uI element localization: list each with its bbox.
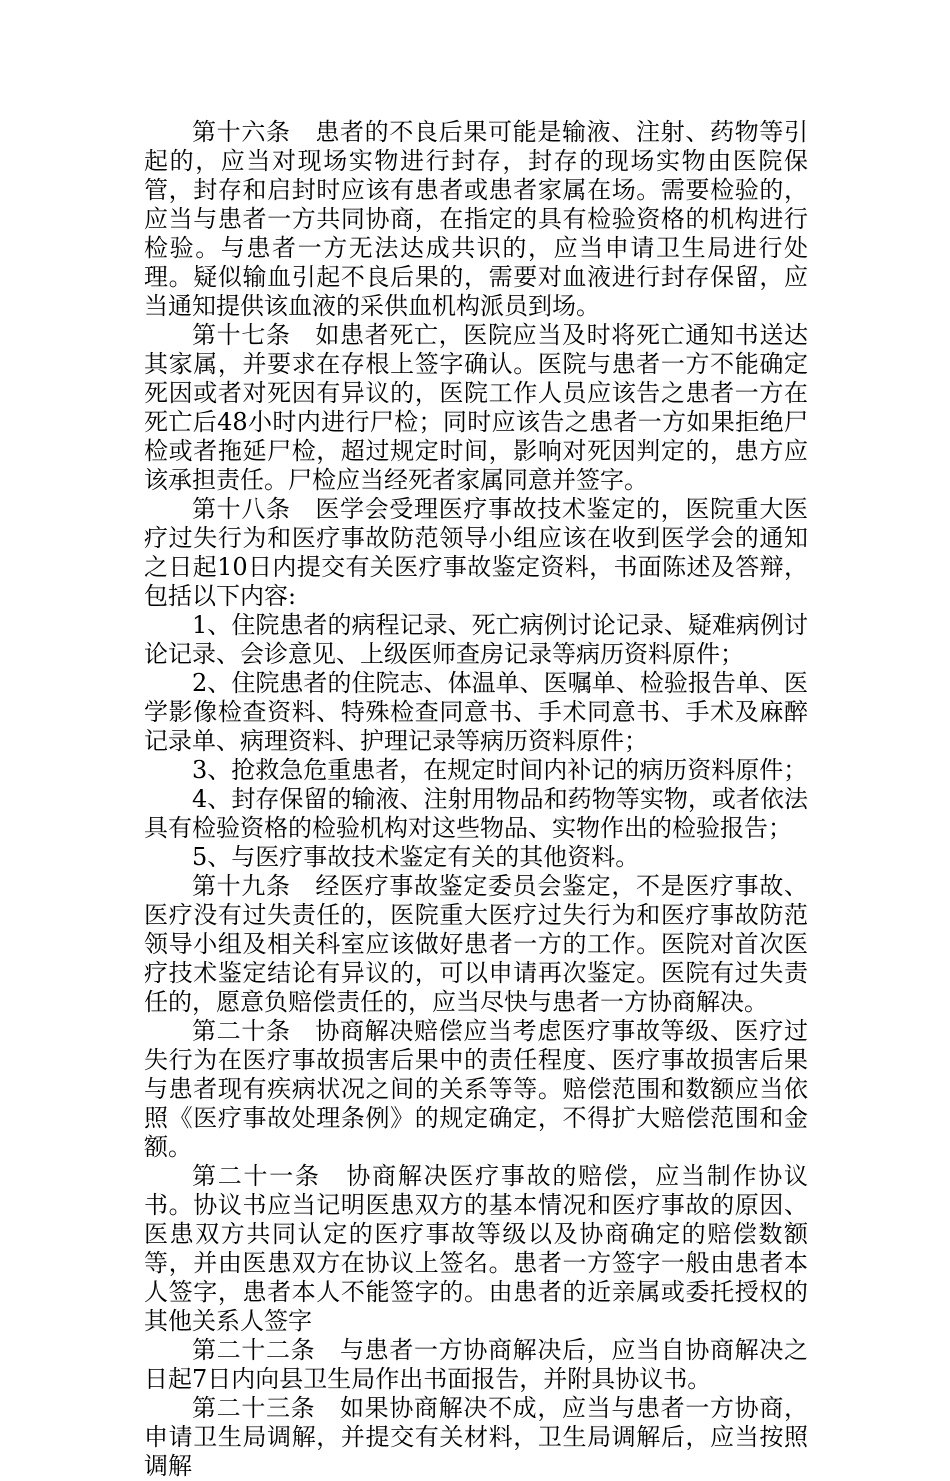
- list-item-3: 3、抢救急危重患者，在规定时间内补记的病历资料原件；: [192, 756, 808, 784]
- list-item-2: 2、住院患者的住院志、体温单、医嘱单、检验报告单、医学影像检查资料、特殊检查同意书、手术同意书、手术及麻醉记录单、病理资料、护理记录等病历资料原件；: [144, 669, 808, 755]
- article-16-paragraph: 第十六条 患者的不良后果可能是输液、注射、药物等引起的，应当对现场实物进行封存，封存的现场实物由医院保管，封存和启封时应该有患者或患者家属在场。需要检验的，应当与患者一方共同协商，在指定的具有检验资格的机构进行检验。与患者一方无法达成共识的，应当申请卫生局进行处理。疑似输血引起不良后果的，需要对血液进行封存保留，应当通知提供该血液的采供血机构派员到场。: [144, 118, 808, 320]
- article-20-paragraph: 第二十条 协商解决赔偿应当考虑医疗事故等级、医疗过失行为在医疗事故损害后果中的责任程度、医疗事故损害后果与患者现有疾病状况之间的关系等等。赔偿范围和数额应当依照《医疗事故处理条例》的规定确定，不得扩大赔偿范围和金额。: [144, 1017, 808, 1161]
- list-item-1: 1、住院患者的病程记录、死亡病例讨论记录、疑难病例讨论记录、会诊意见、上级医师查房记录等病历资料原件；: [144, 611, 808, 668]
- list-item-5: 5、与医疗事故技术鉴定有关的其他资料。: [192, 843, 640, 871]
- article-22-paragraph: 第二十二条 与患者一方协商解决后，应当自协商解决之日起7日内向县卫生局作出书面报告，并附具协议书。: [144, 1336, 808, 1393]
- article-19-paragraph: 第十九条 经医疗事故鉴定委员会鉴定，不是医疗事故、医疗没有过失责任的，医院重大医疗过失行为和医疗事故防范领导小组及相关科室应该做好患者一方的工作。医院对首次医疗技术鉴定结论有异议的，可以申请再次鉴定。医院有过失责任的，愿意负赔偿责任的，应当尽快与患者一方协商解决。: [144, 872, 808, 1016]
- document-page: [144, 118, 808, 1481]
- article-17-paragraph: 第十七条 如患者死亡，医院应当及时将死亡通知书送达其家属，并要求在存根上签字确认。医院与患者一方不能确定死因或者对死因有异议的，医院工作人员应该告之患者一方在死亡后48小时内进行尸检；同时应该告之患者一方如果拒绝尸检或者拖延尸检，超过规定时间，影响对死因判定的，患方应该承担责任。尸检应当经死者家属同意并签字。: [144, 321, 808, 494]
- article-21-paragraph: 第二十一条 协商解决医疗事故的赔偿，应当制作协议书。协议书应当记明医患双方的基本情况和医疗事故的原因、医患双方共同认定的医疗事故等级以及协商确定的赔偿数额等，并由医患双方在协议上签名。患者一方签字一般由患者本人签字，患者本人不能签字的。由患者的近亲属或委托授权的其他关系人签字: [144, 1162, 808, 1335]
- article-23-paragraph: 第二十三条 如果协商解决不成，应当与患者一方协商，申请卫生局调解，并提交有关材料，卫生局调解后，应当按照调解: [144, 1394, 808, 1480]
- list-item-4: 4、封存保留的输液、注射用物品和药物等实物，或者依法具有检验资格的检验机构对这些物品、实物作出的检验报告；: [144, 785, 808, 842]
- article-18-paragraph: 第十八条 医学会受理医疗事故技术鉴定的，医院重大医疗过失行为和医疗事故防范领导小组应该在收到医学会的通知之日起10日内提交有关医疗事故鉴定资料，书面陈述及答辩，包括以下内容:: [144, 495, 808, 610]
